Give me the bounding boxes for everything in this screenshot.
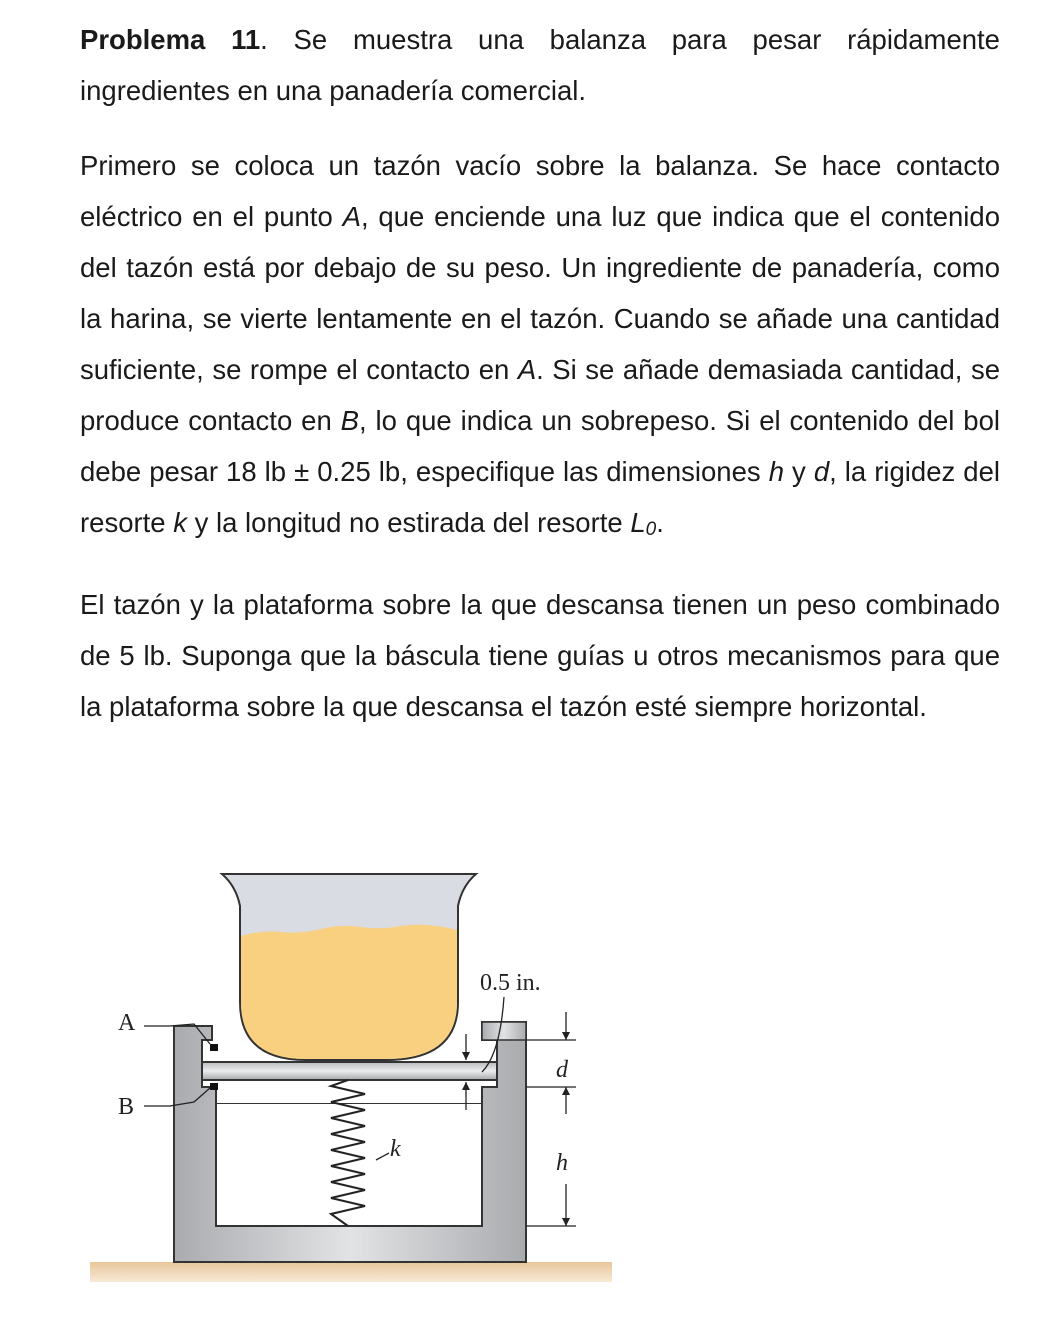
problem-intro — [80, 14, 1000, 116]
arrowhead — [462, 1052, 470, 1060]
bowl-contents — [241, 925, 457, 1059]
contact-A — [210, 1044, 218, 1051]
text-span: , que enciende una luz que indica que el contenido del tazón está por debajo de su peso. Un ingrediente de panadería, como la harina, se vierte lentamente en el tazón. Cuando se añade una cantidad suficiente, se rompe el contacto en — [80, 201, 1000, 385]
right-post — [482, 1022, 526, 1040]
var-B: B — [340, 405, 359, 436]
text-span: , la rigidez del resorte — [80, 456, 1000, 538]
arrowhead — [462, 1082, 470, 1090]
var-A: A — [517, 354, 537, 385]
text-span: y la longitud no estirada del resorte — [186, 507, 631, 538]
label-gap: 0.5 in. — [480, 970, 541, 996]
text-span: , lo que indica un sobrepeso. Si el contenido del bol debe pesar 18 lb ± 0.25 lb, especifique las dimensiones — [80, 405, 1000, 487]
arrowhead — [562, 1218, 570, 1226]
ground — [90, 1262, 612, 1282]
arrowhead — [562, 1087, 570, 1095]
problem-assumptions: El tazón y la plataforma sobre la que descansa tienen un peso combinado de 5 lb. Suponga que la báscula tiene guías u otros mecanismos para que la plataforma sobre la que descansa el tazón esté siempre horizontal. — [80, 589, 1000, 722]
text-span: . — [656, 507, 664, 538]
text-span: y — [783, 456, 814, 487]
problem-label: Problema 11 — [80, 24, 261, 55]
var-k: k — [173, 507, 187, 538]
var-L: L — [630, 507, 646, 538]
var-h: h — [768, 456, 784, 487]
scale-figure — [86, 864, 616, 1304]
arrowhead — [562, 1032, 570, 1040]
intro-text: . Se muestra una balanza para pesar rápidamente ingredientes en una panadería comercial. — [80, 24, 1000, 106]
problem-description — [80, 140, 1000, 555]
var-L-subscript: 0 — [645, 519, 657, 540]
var-A: A — [342, 201, 361, 232]
label-d: d — [556, 1057, 568, 1083]
scale-diagram — [86, 864, 616, 1304]
label-k: k — [390, 1136, 401, 1162]
problem-text — [80, 14, 1000, 756]
text-span: Primero se coloca un tazón vacío sobre la balanza. Se hace contacto eléctrico en el punto — [80, 150, 1000, 232]
label-A: A — [118, 1010, 136, 1036]
var-d: d — [813, 456, 830, 487]
text-span: . Si se añade demasiada cantidad, se produce contacto en — [80, 354, 1000, 436]
contact-B — [210, 1083, 218, 1090]
label-h: h — [556, 1150, 568, 1176]
label-B: B — [118, 1094, 135, 1120]
platform — [202, 1062, 497, 1080]
